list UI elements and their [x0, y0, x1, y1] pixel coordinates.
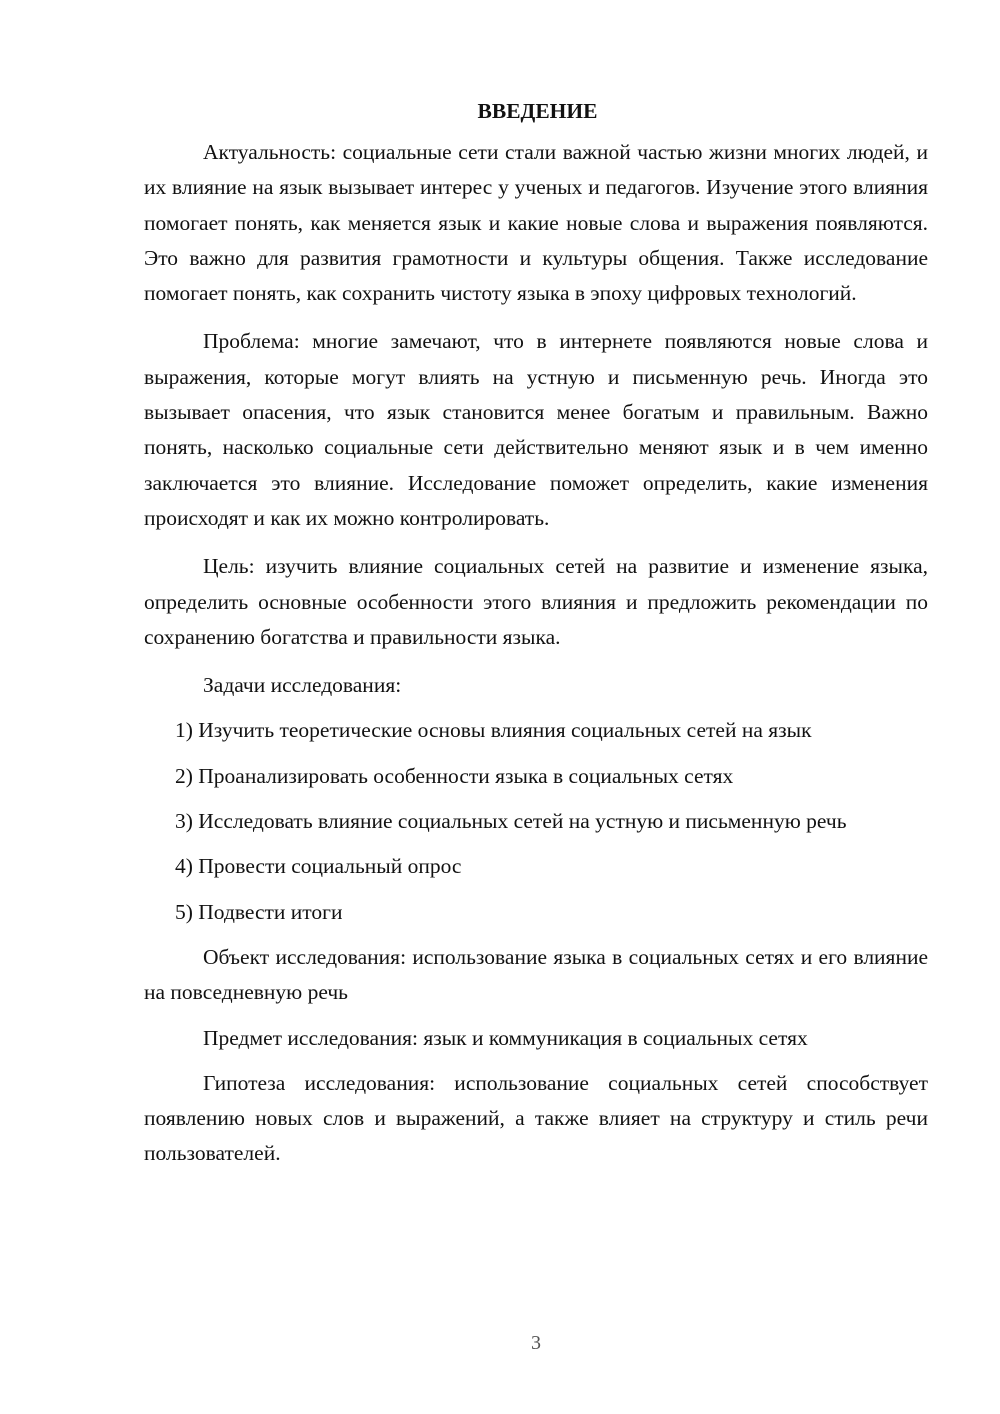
- paragraph-hypothesis: Гипотеза исследования: использование социальных сетей способствует появлению новых слов и выражений, а также влияет на структуру и стиль речи пользователей.: [144, 1070, 928, 1166]
- paragraph-relevance: Актуальность: социальные сети стали важной частью жизни многих людей, и их влияние на язык вызывает интерес у ученых и педагогов. Изучение этого влияния помогает понять, как меняется язык и какие новые слова и выражения появляются. Это важно для развития грамотности и культуры общения. Также исследование помогает понять, как сохранить чистоту языка в эпоху цифровых технологий.: [144, 140, 928, 306]
- list-item: 4) Провести социальный опрос: [175, 854, 462, 879]
- tasks-heading: Задачи исследования:: [203, 673, 402, 698]
- paragraph-object: Объект исследования: использование языка в социальных сетях и его влияние на повседневную речь: [144, 944, 928, 1005]
- list-item: 2) Проанализировать особенности языка в социальных сетях: [175, 763, 734, 788]
- list-item: 5) Подвести итоги: [175, 899, 343, 924]
- list-item: 1) Изучить теоретические основы влияния социальных сетей на язык: [175, 718, 812, 743]
- paragraph-goal: Цель: изучить влияние социальных сетей на развитие и изменение языка, определить основные особенности этого влияния и предложить рекомендации по сохранению богатства и правильности языка.: [144, 554, 928, 649]
- page-number: 3: [531, 1332, 541, 1354]
- paragraph-problem: Проблема: многие замечают, что в интернете появляются новые слова и выражения, которые могут влиять на устную и письменную речь. Иногда это вызывает опасения, что язык становится менее богатым и правильным. Важно понять, насколько социальные сети действительно меняют язык и в чем именно заключается это влияние. Исследование поможет определить, какие изменения происходят и как их можно контролировать.: [144, 329, 928, 530]
- document-page: [144, 94, 928, 1182]
- list-item: 3) Исследовать влияние социальных сетей на устную и письменную речь: [175, 809, 847, 834]
- paragraph-subject: Предмет исследования: язык и коммуникация в социальных сетях: [203, 1025, 808, 1050]
- section-title: ВВЕДЕНИЕ: [477, 99, 598, 123]
